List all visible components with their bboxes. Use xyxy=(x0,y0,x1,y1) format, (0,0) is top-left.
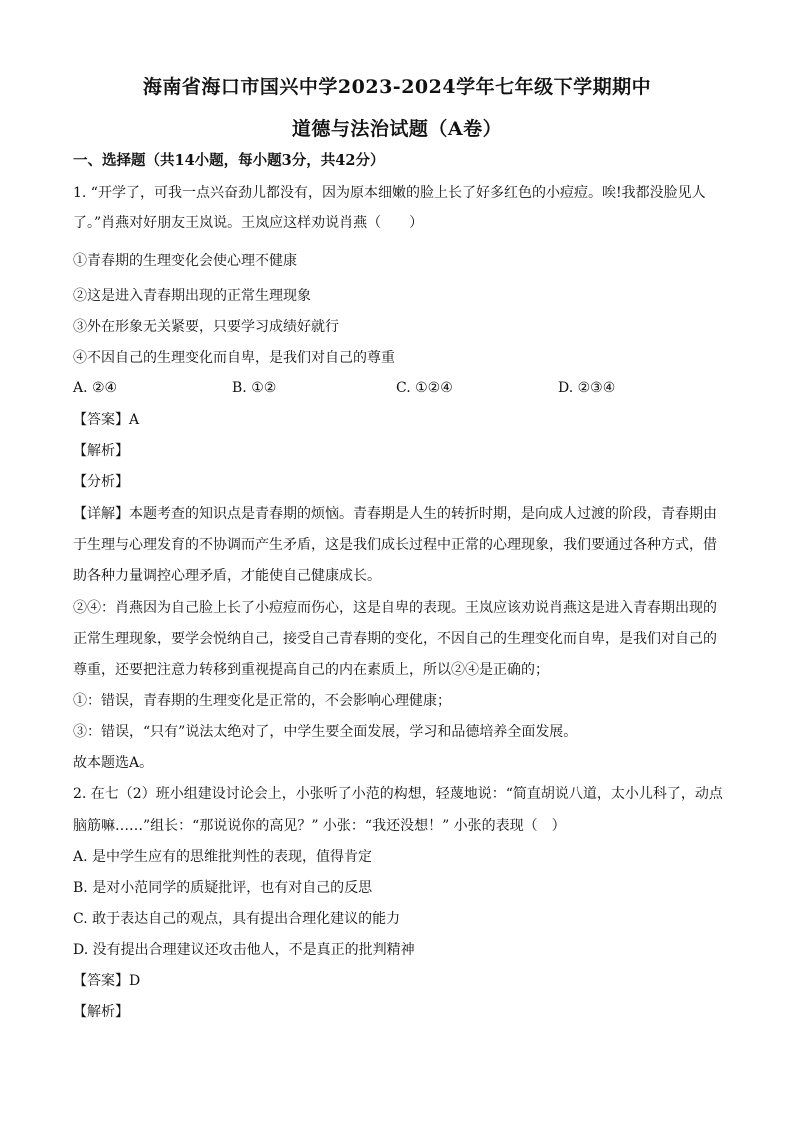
q1-detail-line1: 【详解】本题考查的知识点是青春期的烦恼。青春期是人生的转折时期，是向成人过渡的阶段，青春期由 xyxy=(73,506,717,522)
q1-detail-line3: 助各种力量调控心理矛盾，才能使自己健康成长。 xyxy=(73,568,381,584)
q1-fenxi-label: 【分析】 xyxy=(73,474,129,490)
q1-detail-line2: 于生理与心理发育的不协调而产生矛盾，这是我们成长过程中正常的心理现象，我们要通过各种方式，借 xyxy=(73,537,717,553)
q2-stem-line2: 脑筋嘛……”组长：“那说说你的高见？” 小张：“我还没想！” 小张的表现（ ） xyxy=(73,818,566,834)
q1-detail-line5: 正常生理现象，要学会悦纳自己，接受自己青春期的变化，不因自己的生理变化而自卑，是我们对自己的 xyxy=(73,631,717,647)
q1-stem-line1: 1. “开学了，可我一点兴奋劲儿都没有，因为原本细嫩的脸上长了好多红色的小痘痘。唉!我都没脸见人 xyxy=(73,185,706,201)
q1-item-2: ②这是进入青春期出现的正常生理现象 xyxy=(73,288,311,304)
exam-title-line2: 道德与法治试题（A卷） xyxy=(291,118,503,140)
q1-jiexi-label: 【解析】 xyxy=(73,443,129,459)
q2-answer: 【答案】D xyxy=(73,973,141,989)
q1-detail-line8: ③：错误，“只有”说法太绝对了，中学生要全面发展，学习和品德培养全面发展。 xyxy=(73,724,578,740)
section-heading: 一、选择题（共14小题，每小题3分，共42分） xyxy=(73,152,385,169)
q1-stem-line2: 了。”肖燕对好朋友王岚说。王岚应这样劝说肖燕（ ） xyxy=(73,215,424,231)
q2-option-b: B. 是对小范同学的质疑批评，也有对自己的反思 xyxy=(73,880,373,896)
q2-option-a: A. 是中学生应有的思维批判性的表现，值得肯定 xyxy=(73,849,373,865)
q1-detail-line6: 尊重，还要把注意力转移到重视提高自己的内在素质上，所以②④是正确的； xyxy=(73,662,549,678)
q1-item-3: ③外在形象无关紧要，只要学习成绩好就行 xyxy=(73,319,339,335)
q1-item-1: ①青春期的生理变化会使心理不健康 xyxy=(73,253,297,269)
q1-detail-line4: ②④：肖燕因为自己脸上长了小痘痘而伤心，这是自卑的表现。王岚应该劝说肖燕这是进入青春期出现的 xyxy=(73,600,717,616)
q2-jiexi-label: 【解析】 xyxy=(73,1004,129,1020)
q1-option-c: C. ①②④ xyxy=(396,380,453,396)
q2-option-d: D. 没有提出合理建议还攻击他人，不是真正的批判精神 xyxy=(73,942,415,958)
q1-detail-line7: ①：错误，青春期的生理变化是正常的，不会影响心理健康； xyxy=(73,693,451,709)
exam-title-line1: 海南省海口市国兴中学2023-2024学年七年级下学期期中 xyxy=(142,76,652,98)
q2-option-c: C. 敢于表达自己的观点，具有提出合理化建议的能力 xyxy=(73,911,401,927)
q2-stem-line1: 2. 在七（2）班小组建设讨论会上，小张听了小范的构想，轻蔑地说：“简直胡说八道，太小儿科了，动点 xyxy=(73,786,723,802)
q1-option-b: B. ①② xyxy=(232,380,277,396)
q1-item-4: ④不因自己的生理变化而自卑，是我们对自己的尊重 xyxy=(73,350,395,366)
q1-option-a: A. ②④ xyxy=(73,380,118,396)
q1-conclusion: 故本题选A。 xyxy=(73,755,154,771)
q1-answer: 【答案】A xyxy=(73,412,140,428)
q1-option-d: D. ②③④ xyxy=(558,380,616,396)
